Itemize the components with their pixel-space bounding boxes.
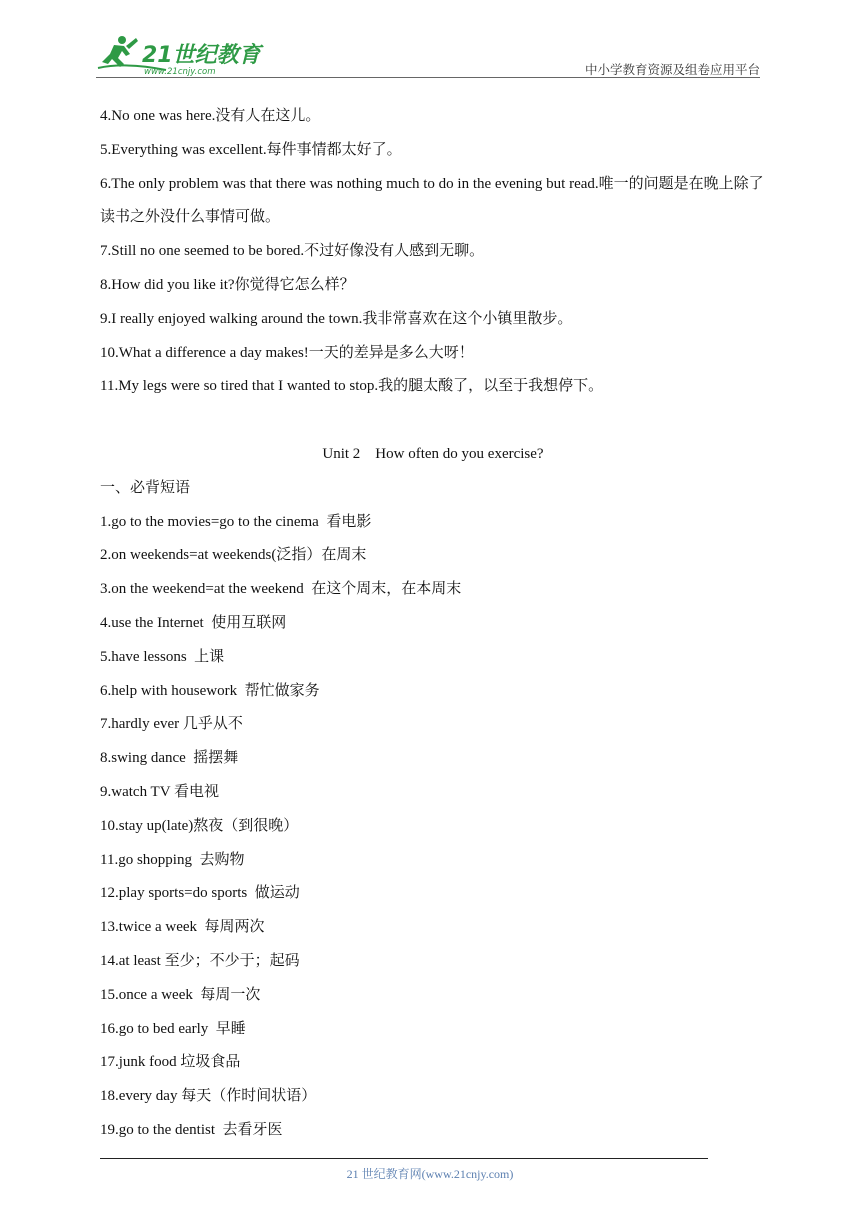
- sentence-6: 6.The only problem was that there was nothing much to do in the evening but read.唯一的问题是在晚上除了读书之外没什么事情可做。: [100, 175, 764, 226]
- phrase-item: 13.twice a week 每周两次: [100, 919, 265, 936]
- phrase-item: 5.have lessons 上课: [100, 648, 225, 665]
- phrase-item: 3.on the weekend=at the weekend 在这个周末，在本周末: [100, 581, 462, 598]
- phrase-item: 15.once a week 每周一次: [100, 986, 261, 1003]
- footer-link[interactable]: 21 世纪教育网(www.21cnjy.com): [346, 1167, 514, 1181]
- phrase-item: 19.go to the dentist 去看牙医: [100, 1121, 283, 1138]
- sentence-8: 8.How did you like it?你觉得它怎么样？: [100, 276, 355, 293]
- phrase-item: 6.help with housework 帮忙做家务: [100, 682, 320, 699]
- phrase-item: 2.on weekends=at weekends(泛指）在周末: [100, 547, 367, 564]
- page-header: [96, 30, 760, 78]
- blank-line: [100, 404, 766, 438]
- phrase-item: 10.stay up(late)熬夜（到很晚）: [100, 817, 299, 834]
- footer-divider: [100, 1158, 708, 1159]
- sentence-9: 9.I really enjoyed walking around the town.我非常喜欢在这个小镇里散步。: [100, 310, 573, 327]
- header-divider: [96, 77, 760, 78]
- sentence-4: 4.No one was here.没有人在这儿。: [100, 108, 321, 124]
- sentence-10: 10.What a difference a day makes!一天的差异是多么大呀！: [100, 344, 474, 361]
- logo-21cnjy: [96, 32, 271, 76]
- sentence-7: 7.Still no one seemed to be bored.不过好像没有人感到无聊。: [100, 243, 485, 260]
- phrase-item: 16.go to bed early 早睡: [100, 1020, 246, 1037]
- phrase-item: 14.at least 至少；不少于；起码: [100, 952, 300, 969]
- phrase-item: 12.play sports=do sports 做运动: [100, 885, 300, 902]
- sentence-11: 11.My legs were so tired that I wanted to stop.我的腿太酸了，以至于我想停下。: [100, 378, 604, 395]
- header-platform-text: 中小学教育资源及组卷应用平台: [584, 62, 760, 77]
- phrase-item: 1.go to the movies=go to the cinema 看电影: [100, 513, 372, 530]
- phrase-item: 4.use the Internet 使用互联网: [100, 614, 287, 631]
- phrase-item: 9.watch TV 看电视: [100, 783, 220, 800]
- runner-icon: [102, 36, 138, 67]
- phrase-item: 18.every day 每天（作时间状语）: [100, 1088, 317, 1105]
- phrase-item: 8.swing dance 摇摆舞: [100, 750, 239, 767]
- section-title: 一、必背短语: [100, 479, 191, 496]
- unit-title: Unit 2 How often do you exercise?: [322, 445, 544, 462]
- phrase-item: 11.go shopping 去购物: [100, 851, 245, 868]
- phrase-item: 7.hardly ever 几乎从不: [100, 716, 243, 733]
- sentence-5: 5.Everything was excellent.每件事情都太好了。: [100, 141, 402, 158]
- phrase-item: 17.junk food 垃圾食品: [100, 1054, 241, 1071]
- svg-text:21世纪教育: 21世纪教育: [142, 43, 261, 68]
- document-body: [100, 100, 766, 1148]
- svg-text:www.21cnjy.com: www.21cnjy.com: [144, 67, 216, 76]
